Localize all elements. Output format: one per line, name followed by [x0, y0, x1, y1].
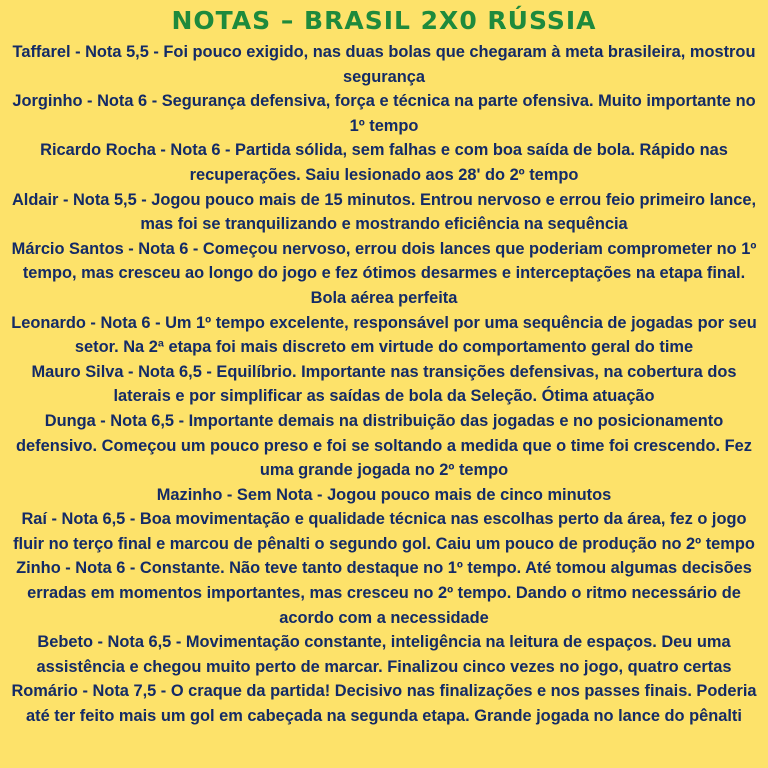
rating-aldair: Aldair - Nota 5,5 - Jogou pouco mais de 15 minutos. Entrou nervoso e errou feio primeiro lance, mas foi se tranquilizando e mostrando eficiência na sequência: [11, 190, 757, 234]
rating-taffarel: Taffarel - Nota 5,5 - Foi pouco exigido, nas duas bolas que chegaram à meta brasileira, mostrou segurança: [12, 43, 756, 86]
rating-dunga: Dunga - Nota 6,5 - Importante demais na distribuição das jogadas e no posicionamento defensivo. Começou um pouco preso e foi se soltando a medida que o time foi crescendo. Fez uma grande jogada no 2º tempo: [16, 411, 752, 480]
player-ratings-list: [8, 40, 760, 729]
rating-rai: Raí - Nota 6,5 - Boa movimentação e qualidade técnica nas escolhas perto da área, fez o jogo fluir no terço final e marcou de pênalti o segundo gol. Caiu um pouco de produção no 2º tempo: [13, 510, 755, 553]
rating-leonardo: Leonardo - Nota 6 - Um 1º tempo excelente, responsável por uma sequência de jogadas por seu setor. Na 2ª etapa foi mais discreto em virtude do comportamento geral do time: [11, 313, 757, 357]
rating-mauro-silva: Mauro Silva - Nota 6,5 - Equilíbrio. Importante nas transições defensivas, na cobertura dos laterais e por simplificar as saídas de bola da Seleção. Ótima atuação: [31, 362, 737, 406]
rating-zinho: Zinho - Nota 6 - Constante. Não teve tanto destaque no 1º tempo. Até tomou algumas decisões erradas em momentos importantes, mas cresceu no 2º tempo. Dando o ritmo necessário de acordo com a necessidade: [16, 559, 752, 627]
rating-jorginho: Jorginho - Nota 6 - Segurança defensiva, força e técnica na parte ofensiva. Muito importante no 1º tempo: [12, 92, 756, 135]
rating-mazinho: Mazinho - Sem Nota - Jogou pouco mais de cinco minutos: [156, 485, 612, 504]
rating-marcio-santos: Márcio Santos - Nota 6 - Começou nervoso, errou dois lances que poderiam comprometer no 1º tempo, mas cresceu ao longo do jogo e fez ótimos desarmes e interceptações na etapa final. Bola aérea perfeita: [11, 239, 757, 307]
page-title: NOTAS – BRASIL 2X0 RÚSSIA: [171, 6, 597, 35]
rating-bebeto: Bebeto - Nota 6,5 - Movimentação constante, inteligência na leitura de espaços. Deu uma assistência e chegou muito perto de marcar. Finalizou cinco vezes no jogo, quatro certas: [36, 633, 732, 676]
rating-ricardo-rocha: Ricardo Rocha - Nota 6 - Partida sólida, sem falhas e com boa saída de bola. Rápido nas recuperações. Saiu lesionado aos 28' do 2º tempo: [40, 141, 728, 184]
rating-romario: Romário - Nota 7,5 - O craque da partida! Decisivo nas finalizações e nos passes finais. Poderia até ter feito mais um gol em cabeçada na segunda etapa. Grande jogada no lance do pênalti: [11, 682, 757, 726]
